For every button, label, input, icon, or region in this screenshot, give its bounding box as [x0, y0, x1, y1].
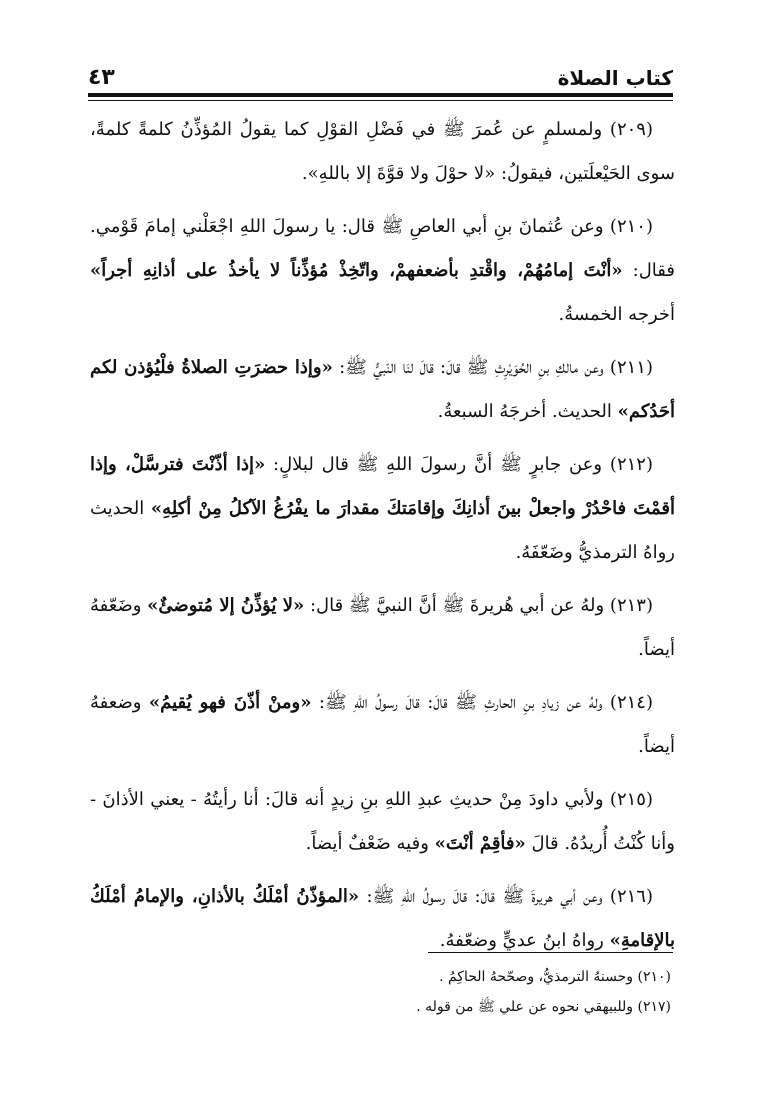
hadith-paragraph [90, 778, 675, 866]
header-rule-thin [88, 100, 673, 101]
hadith-paragraph [90, 205, 675, 337]
body-text [90, 108, 675, 972]
footnote-separator [428, 952, 673, 953]
hadith-text: وعن عُثمانَ بنِ أبي العاصِ ﷺ قال: يا رسولَ اللهِ اجْعَلْني إمامَ قَوْمي. فقال: [90, 216, 675, 281]
page-number: ٤٣ [88, 65, 115, 90]
hadith-paragraph [90, 443, 675, 575]
hadith-paragraph [90, 681, 675, 769]
hadith-text: وعن جابرٍ ﷺ أنَّ رسولَ اللهِ ﷺ قال لبلالٍ: [265, 454, 610, 475]
hadith-paragraph [90, 108, 675, 196]
hadith-number: (٢١٥) [609, 789, 653, 810]
hadith-text: ولهُ عن أبي هُريرةَ ﷺ أنَّ النبيَّ ﷺ قال: [304, 595, 610, 616]
running-title: كتاب الصلاة [557, 66, 673, 90]
hadith-text: وفيه ضَعْفٌ أيضاً. [305, 833, 435, 854]
hadith-number: (٢١١) [609, 357, 653, 378]
hadith-quote: «أنْتَ إمامُهُمْ، واقْتدِ بأضعفهمْ، واتّخِذْ مُؤذِّناً لا يأخذُ على أذانِهِ أجراً» [90, 260, 623, 281]
hadith-text: ولأبي داودَ مِنْ حديثِ عبدِ اللهِ بنِ زيدٍ أنه قالَ: أنا رأيتُهُ - يعني الأذانَ - وأنا كُنْتُ أُريدُهُ. قالَ [90, 789, 675, 854]
hadith-text: أخرجه الخمسةُ. [558, 304, 675, 325]
hadith-quote: «إذا أذّنْتَ فترسَّلْ، وإذا أقمْتَ فاحْدُرْ واجعلْ بينَ أذانِكَ وإقامَتكَ مقدارَ ما يفْرُغُ الآكلُ مِنْ أكلِهِ» [90, 454, 675, 519]
hadith-text: الحديث رواهُ الترمذيُّ وضَعّفَهُ. [90, 498, 675, 563]
hadith-text: وعن أبي هريرةَ ﷺ قالَ: قالَ رسولُ اللهِ ﷺ: [359, 886, 610, 907]
hadith-text: الحديث. أخرجَهُ السبعةُ. [437, 401, 618, 422]
hadith-text: رواهُ ابنُ عديٍّ وضعّفهُ. [439, 930, 610, 951]
hadith-number: (٢٠٩) [609, 119, 653, 140]
hadith-text: وعن مالكِ بنِ الحُوَيْرِثِ ﷺ قالَ: قالَ لنَا النّبيُّ ﷺ: [332, 357, 610, 378]
hadith-number: (٢١٦) [609, 886, 653, 907]
hadith-paragraph [90, 875, 675, 963]
hadith-number: (٢١٠) [609, 216, 653, 237]
hadith-quote: «ومنْ أذّنَ فهو يُقيمُ» [148, 692, 312, 713]
footnote: (٢١٠) وحسنهُ الترمذيُّ، وصحّحهُ الحاكِمُ . [439, 969, 671, 985]
header-rule-thick [88, 93, 673, 97]
hadith-paragraph [90, 346, 675, 434]
hadith-text: «لا حوْلَ ولا قوَّةَ إلا باللهِ» [307, 163, 496, 184]
hadith-quote: «لا يُؤذِّنُ إلا مُتوضئٌ» [147, 595, 305, 616]
hadith-number: (٢١٢) [609, 454, 653, 475]
hadith-text: وضعفهُ أيضاً. [90, 692, 675, 757]
hadith-text: . [301, 163, 308, 184]
hadith-quote: «وإذا حضرَتِ الصلاةُ فلْيُؤذن لكم أحَدُكم» [90, 357, 675, 422]
hadith-text: ولمسلمٍ عن عُمرَ ﷺ في فَضْلِ القوْلِ كما يقولُ المُؤذِّنُ كلمةً كلمةً، سوى الحَيْعلَتين، فيقولُ: [90, 119, 675, 184]
hadith-paragraph [90, 584, 675, 672]
footnote: (٢١٧) وللبيهقي نحوه عن علي ﷺ من قوله . [416, 999, 671, 1015]
page-header [88, 60, 673, 90]
hadith-text: ولهُ عن زيادِ بنِ الحارثِ ﷺ قالَ: قالَ رسولُ اللهِ ﷺ: [311, 692, 610, 713]
hadith-number: (٢١٣) [609, 595, 653, 616]
hadith-quote: «المؤذّنُ أمْلَكُ بالأذانِ، والإمامُ أمْلَكُ بالإقامةِ» [90, 886, 675, 951]
hadith-number: (٢١٤) [609, 692, 653, 713]
footnotes [90, 962, 671, 1022]
hadith-quote: «فأقِمْ أنْتَ» [434, 833, 526, 854]
hadith-text: وضَعّفهُ أيضاً. [90, 595, 675, 660]
